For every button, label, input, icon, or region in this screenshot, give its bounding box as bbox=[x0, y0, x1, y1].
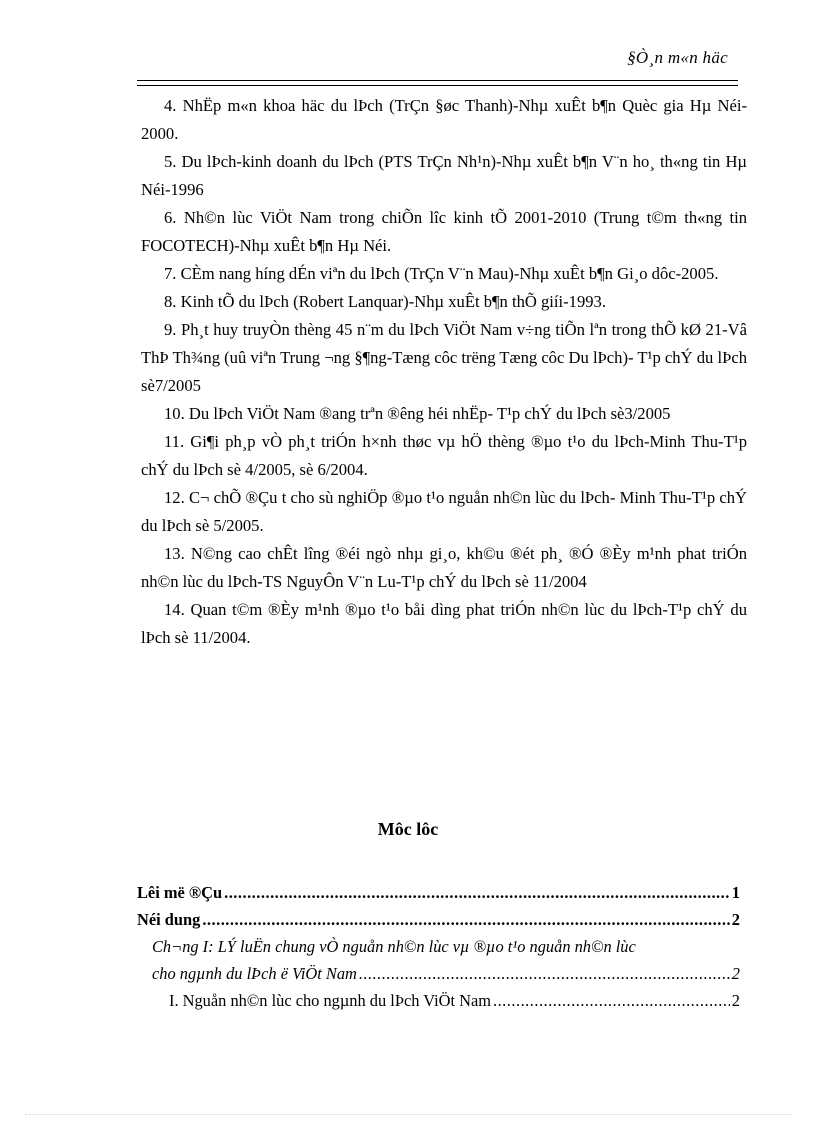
reference-item: 9. Ph¸t huy truyÒn thèng 45 n¨m du lÞch ViÖt Nam v÷ng tiÕn lªn trong thÕ kØ 21-Vâ ThÞ Th¾ng (uû viªn Trung ¬ng §¶ng-Tæng côc trëng Tæng côc Du lÞch)- T¹p chÝ du lÞch sè7/2005 bbox=[141, 320, 747, 395]
toc-leader-dots bbox=[493, 991, 730, 1011]
toc-leader-dots bbox=[224, 883, 730, 903]
toc-entry-content[interactable] bbox=[137, 910, 740, 937]
table-of-contents bbox=[137, 883, 740, 1018]
reference-item: 13. N©ng cao chÊt lîng ®éi ngò nhµ gi¸o, kh©u ®ét ph¸ ®Ó ®Èy m¹nh phat triÓn nh©n lùc du lÞch-TS NguyÔn V¨n Lu-T¹p chÝ du lÞch sè 11/2004 bbox=[141, 544, 747, 591]
reference-item: 5. Du lÞch-kinh doanh du lÞch (PTS TrÇn Nh¹n)-Nhµ xuÊt b¶n V¨n ho¸ th«ng tin Hµ Néi-1996 bbox=[141, 152, 747, 199]
reference-item: 14. Quan t©m ®Èy m¹nh ®µo t¹o båi dìng phat triÓn nh©n lùc du lÞch-T¹p chÝ du lÞch sè 11/2004. bbox=[141, 600, 747, 647]
reference-item: 10. Du lÞch ViÖt Nam ®ang trªn ®êng héi nhËp- T¹p chÝ du lÞch sè3/2005 bbox=[164, 404, 671, 423]
toc-entry-page: 2 bbox=[731, 910, 740, 929]
header-rule-top bbox=[137, 80, 738, 81]
toc-entry-label: Lêi më ®Çu bbox=[137, 883, 223, 902]
toc-entry-section1[interactable] bbox=[137, 991, 740, 1018]
toc-entry-label: I. Nguån nh©n lùc cho ngµnh du lÞch ViÖt Nam bbox=[169, 991, 491, 1010]
toc-entry-page: 2 bbox=[731, 964, 740, 983]
header-rule-bottom bbox=[137, 85, 738, 86]
toc-entry-page: 2 bbox=[731, 991, 740, 1010]
reference-item: 8. Kinh tÕ du lÞch (Robert Lanquar)-Nhµ xuÊt b¶n thÕ giíi-1993. bbox=[164, 292, 607, 311]
toc-entry-intro[interactable] bbox=[137, 883, 740, 910]
document-header-title: §Ò¸n m«n häc bbox=[627, 48, 728, 67]
reference-item: 7. CÈm nang híng dÉn viªn du lÞch (TrÇn V¨n Mau)-Nhµ xuÊt b¶n Gi¸o dôc-2005. bbox=[164, 264, 719, 283]
reference-list bbox=[141, 92, 747, 652]
page-footer-rule bbox=[25, 1114, 791, 1115]
toc-entry-chapter1-line1[interactable]: Ch¬ng I: LÝ luËn chung vÒ nguån nh©n lùc vµ ®µo t¹o nguån nh©n lùc bbox=[152, 937, 636, 956]
reference-item: 12. C¬ chÕ ®Çu t cho sù nghiÖp ®µo t¹o nguån nh©n lùc du lÞch- Minh Thu-T¹p chÝ du lÞch sè 5/2005. bbox=[141, 488, 747, 535]
toc-title: Môc lôc bbox=[377, 819, 439, 839]
toc-leader-dots bbox=[202, 910, 729, 930]
toc-entry-chapter1[interactable] bbox=[137, 964, 740, 991]
reference-item: 11. Gi¶i ph¸p vÒ ph¸t triÓn h×nh thøc vµ hÖ thèng ®µo t¹o du lÞch-Minh Thu-T¹p chÝ du lÞch sè 4/2005, sè 6/2004. bbox=[141, 432, 747, 479]
toc-entry-label: cho ngµnh du lÞch ë ViÖt Nam bbox=[152, 964, 357, 983]
reference-item: 6. Nh©n lùc ViÖt Nam trong chiÕn lîc kinh tÕ 2001-2010 (Trung t©m th«ng tin FOCOTECH)-Nhµ xuÊt b¶n Hµ Néi. bbox=[141, 208, 747, 255]
toc-entry-page: 1 bbox=[731, 883, 740, 902]
toc-leader-dots bbox=[359, 964, 730, 984]
toc-entry-label: Néi dung bbox=[137, 910, 201, 929]
reference-item: 4. NhËp m«n khoa häc du lÞch (TrÇn §øc Thanh)-Nhµ xuÊt b¶n Quèc gia Hµ Néi-2000. bbox=[141, 96, 747, 143]
